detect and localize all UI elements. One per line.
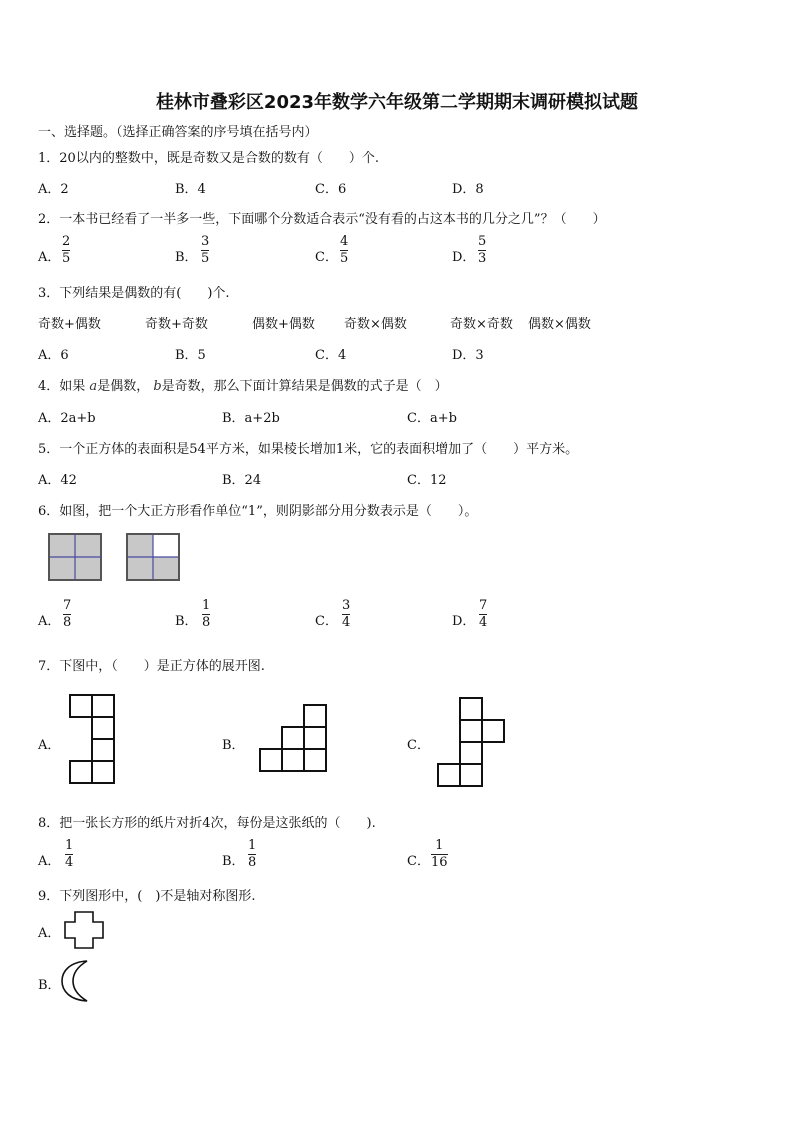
- q7-net-b: [258, 703, 330, 775]
- q3-expression-4: 奇数×偶数: [344, 317, 407, 332]
- q9-crescent-shape: [60, 958, 96, 1004]
- q9-option-b[interactable]: B．: [38, 978, 61, 993]
- q8-fraction-c: 1 16: [431, 838, 448, 870]
- q2-stem: 2．一本书已经看了一半多一些，下面哪个分数适合表示“没有看的占这本书的几分之几”？（ ）: [38, 212, 606, 227]
- q2-option-b[interactable]: B．: [175, 250, 198, 265]
- q3-expression-2: 奇数+奇数: [145, 317, 208, 332]
- section-heading: 一、选择题。（选择正确答案的序号填在括号内）: [38, 125, 318, 140]
- q7-option-a[interactable]: A．: [38, 738, 61, 753]
- q4-var-b: b: [153, 379, 162, 394]
- q5-option-c[interactable]: C．12: [407, 473, 447, 488]
- q5-option-a[interactable]: A．42: [38, 473, 77, 488]
- q4-option-a[interactable]: A．2a+b: [38, 411, 96, 426]
- q3-stem: 3．下列结果是偶数的有( )个.: [38, 286, 230, 301]
- q2-fraction-d: 5 3: [478, 234, 487, 266]
- q7-option-b[interactable]: B．: [222, 738, 245, 753]
- q6-square-full: [48, 533, 102, 581]
- q7-stem: 7．下图中，（ ）是正方体的展开图.: [38, 659, 265, 674]
- q3-option-b[interactable]: B．5: [175, 348, 206, 363]
- q2-option-a[interactable]: A．: [38, 250, 61, 265]
- q1-option-c[interactable]: C．6: [315, 182, 347, 197]
- q6-stem: 6．如图，把一个大正方形看作单位“1”，则阴影部分用分数表示是（ ）。: [38, 504, 478, 519]
- q1-stem: 1．20以内的整数中，既是奇数又是合数的数有（ ）个.: [38, 151, 379, 166]
- q7-net-c: [436, 696, 508, 790]
- q5-option-b[interactable]: B．24: [222, 473, 262, 488]
- q6-fraction-c: 3 4: [342, 598, 351, 630]
- page-title: 桂林市叠彩区2023年数学六年级第二学期期末调研模拟试题: [155, 92, 639, 113]
- q4-stem-post: 是奇数，那么下面计算结果是偶数的式子是（ ）: [161, 379, 448, 394]
- q8-fraction-a: 1 4: [65, 838, 74, 870]
- q3-expression-5: 奇数×奇数: [450, 317, 513, 332]
- q2-fraction-c: 4 5: [340, 234, 349, 266]
- q8-option-c[interactable]: C．: [407, 854, 430, 869]
- q2-option-d[interactable]: D．: [452, 250, 476, 265]
- q1-option-b[interactable]: B．4: [175, 182, 206, 197]
- q3-option-a[interactable]: A．6: [38, 348, 69, 363]
- q9-stem: 9．下列图形中，( )不是轴对称图形.: [38, 889, 256, 904]
- q4-option-c[interactable]: C．a+b: [407, 411, 457, 426]
- q9-option-a[interactable]: A．: [38, 926, 61, 941]
- q6-option-d[interactable]: D．: [452, 614, 476, 629]
- q4-stem-mid: 是偶数，: [97, 379, 150, 394]
- q2-option-c[interactable]: C．: [315, 250, 338, 265]
- q4-stem: [38, 375, 448, 394]
- q1-option-d[interactable]: D．8: [452, 182, 484, 197]
- q8-option-a[interactable]: A．: [38, 854, 61, 869]
- q9-cross-shape: [62, 910, 106, 950]
- q8-stem: 8．把一张长方形的纸片对折4次，每份是这张纸的（ ).: [38, 816, 376, 831]
- q4-var-a: a: [89, 379, 98, 394]
- q3-expression-1: 奇数+偶数: [38, 317, 101, 332]
- q3-option-d[interactable]: D．3: [452, 348, 484, 363]
- q6-fraction-b: 1 8: [202, 598, 211, 630]
- q6-fraction-d: 7 4: [479, 598, 488, 630]
- q1-option-a[interactable]: A．2: [38, 182, 69, 197]
- q6-option-b[interactable]: B．: [175, 614, 198, 629]
- q3-option-c[interactable]: C．4: [315, 348, 347, 363]
- q5-stem: 5．一个正方体的表面积是54平方米，如果棱长增加1米，它的表面积增加了（ ）平方米。: [38, 442, 579, 457]
- q6-option-a[interactable]: A．: [38, 614, 61, 629]
- q7-net-a: [68, 693, 118, 789]
- q8-fraction-b: 1 8: [248, 838, 257, 870]
- q4-stem-pre: 4．如果: [38, 379, 86, 394]
- q7-option-c[interactable]: C．: [407, 738, 430, 753]
- q4-option-b[interactable]: B．a+2b: [222, 411, 280, 426]
- q2-fraction-a: 2 5: [62, 234, 71, 266]
- q6-fraction-a: 7 8: [63, 598, 72, 630]
- q2-fraction-b: 3 5: [201, 234, 210, 266]
- q3-expression-3: 偶数+偶数: [252, 317, 315, 332]
- q6-option-c[interactable]: C．: [315, 614, 338, 629]
- q6-square-three-quarters: [126, 533, 180, 581]
- q8-option-b[interactable]: B．: [222, 854, 245, 869]
- q3-expression-6: 偶数×偶数: [528, 317, 591, 332]
